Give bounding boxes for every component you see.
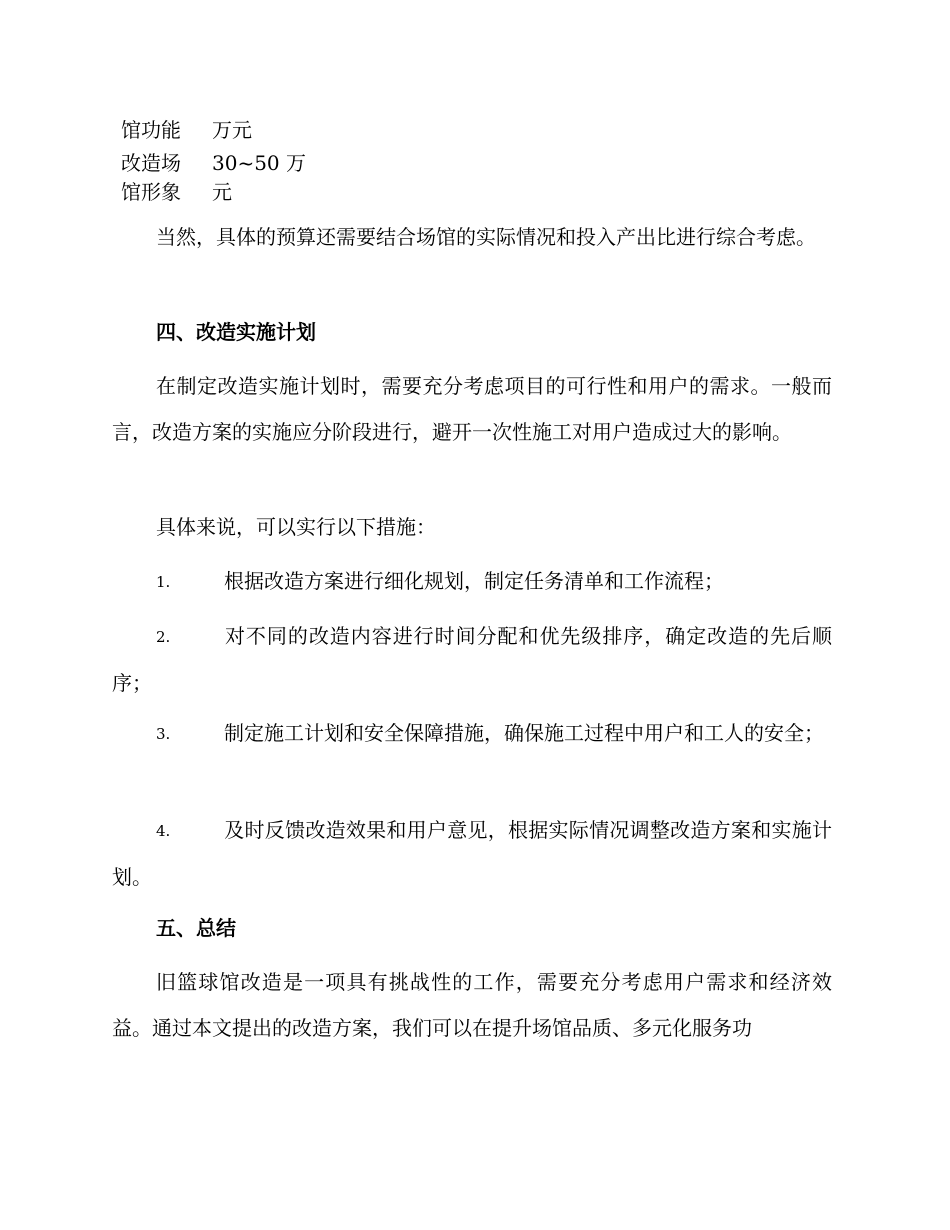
budget-cost-cell: 30~50 万 bbox=[212, 151, 307, 175]
section-heading-summary: 五、总结 bbox=[156, 916, 236, 940]
list-item bbox=[112, 807, 832, 900]
list-item-text: 制定施工计划和安全保障措施，确保施工过程中用户和工人的安全； bbox=[224, 721, 824, 745]
budget-table-row bbox=[121, 116, 252, 144]
budget-item-cell: 馆形象 bbox=[121, 180, 181, 204]
section-heading-plan: 四、改造实施计划 bbox=[156, 320, 316, 344]
list-item bbox=[112, 613, 832, 706]
list-item-text: 对不同的改造内容进行时间分配和优先级排序，确定改造的先后顺序； bbox=[112, 624, 832, 695]
list-item bbox=[112, 710, 832, 757]
list-item-number: 1. bbox=[156, 573, 171, 591]
list-item-number: 3. bbox=[156, 725, 171, 743]
budget-table-row bbox=[121, 178, 232, 206]
budget-table-row bbox=[121, 149, 306, 177]
budget-item-cell: 改造场 bbox=[121, 151, 181, 175]
list-item bbox=[112, 558, 832, 605]
list-item-text: 及时反馈改造效果和用户意见，根据实际情况调整改造方案和实施计划。 bbox=[112, 818, 832, 889]
budget-cost-cell: 万元 bbox=[212, 118, 252, 142]
list-item-text: 根据改造方案进行细化规划，制定任务清单和工作流程； bbox=[224, 569, 724, 593]
summary-paragraph: 旧篮球馆改造是一项具有挑战性的工作，需要充分考虑用户需求和经济效益。通过本文提出的改造方案，我们可以在提升场馆品质、多元化服务功 bbox=[112, 970, 832, 1040]
measures-intro-paragraph: 具体来说，可以实行以下措施： bbox=[156, 515, 436, 539]
budget-item-cell: 馆功能 bbox=[121, 118, 181, 142]
list-item-number: 4. bbox=[156, 822, 171, 840]
budget-cost-cell: 元 bbox=[212, 180, 232, 204]
plan-intro-paragraph: 在制定改造实施计划时，需要充分考虑项目的可行性和用户的需求。一般而言，改造方案的实施应分阶段进行，避开一次性施工对用户造成过大的影响。 bbox=[112, 374, 832, 444]
list-item-number: 2. bbox=[156, 628, 171, 646]
budget-note-paragraph: 当然，具体的预算还需要结合场馆的实际情况和投入产出比进行综合考虑。 bbox=[156, 225, 816, 249]
